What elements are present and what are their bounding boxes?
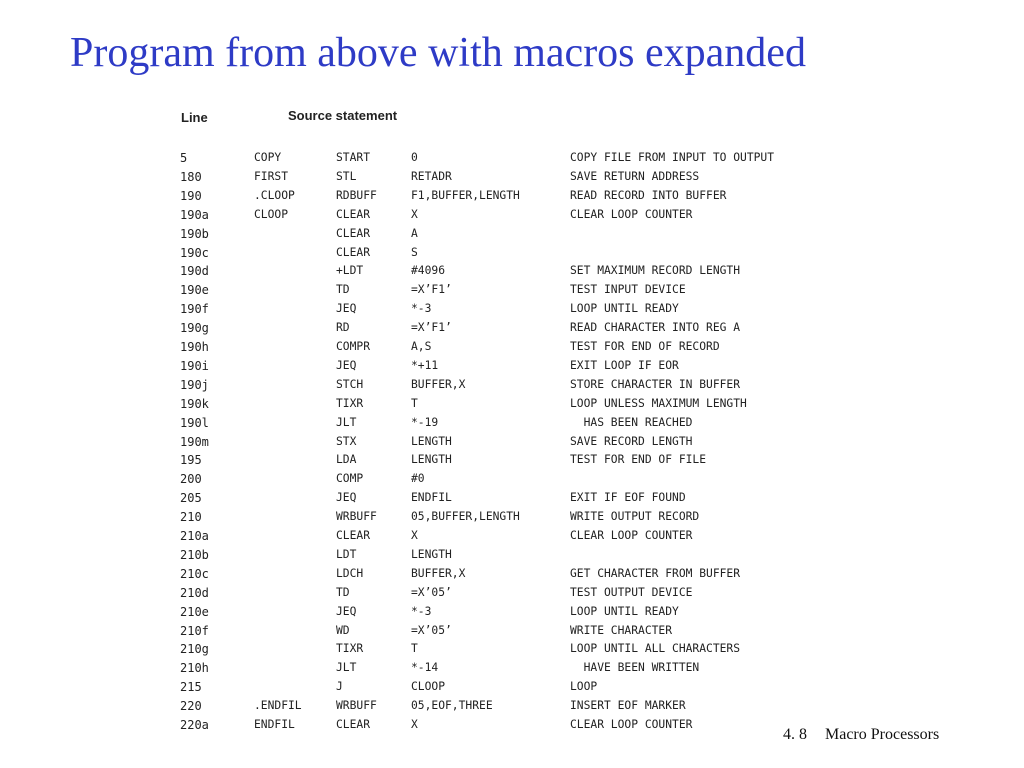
label: .CLOOP [254,188,295,202]
comment: WRITE OUTPUT RECORD [570,510,700,524]
operand: CLOOP [411,680,446,694]
comment: CLEAR LOOP COUNTER [570,207,693,221]
listing-row [178,225,838,243]
operand: #0 [411,472,425,486]
opcode: TIXR [336,642,364,656]
comment: TEST OUTPUT DEVICE [570,585,693,599]
operand: 0 [411,151,418,164]
comment: CLEAR LOOP COUNTER [570,718,693,731]
operand: 05,EOF,THREE [411,699,493,713]
line-number: 220 [180,699,202,714]
operand: T [411,396,418,410]
comment: EXIT IF EOF FOUND [570,491,686,505]
label: COPY [254,151,282,164]
listing-row [178,678,838,696]
opcode: JEQ [336,302,357,316]
opcode: TD [336,585,350,599]
listing-row [178,565,838,583]
listing-row [178,508,838,526]
comment: EXIT LOOP IF EOR [570,358,679,372]
listing-row [178,281,838,299]
line-number: 190e [180,283,209,298]
line-number: 210b [180,547,209,562]
listing-row [178,414,838,432]
comment: COPY FILE FROM INPUT TO OUTPUT [570,151,775,164]
line-number: 190 [180,188,202,203]
listing-row [178,527,838,545]
listing-row [178,376,838,394]
opcode: CLEAR [336,718,371,731]
comment: TEST FOR END OF FILE [570,453,707,467]
line-number: 220a [180,718,209,732]
operand: S [411,245,418,259]
line-number: 190b [180,226,209,241]
line-number: 210f [180,623,209,638]
listing-row [178,470,838,488]
opcode: LDT [336,547,357,561]
operand: *-3 [411,302,432,316]
listing-row [178,300,838,318]
slide-footer [783,726,939,744]
listing-row [178,395,838,413]
listing-row [178,149,838,167]
operand: 05,BUFFER,LENGTH [411,510,520,524]
line-number: 190c [180,245,209,260]
opcode: CLEAR [336,207,371,221]
operand: A [411,226,418,240]
comment: SAVE RECORD LENGTH [570,434,693,448]
line-number: 200 [180,472,202,487]
listing-row [178,584,838,602]
footer-subject: Macro Processors [825,726,940,743]
opcode: JLT [336,661,357,675]
listing-row [178,489,838,507]
line-number: 210e [180,604,209,619]
comment: LOOP UNTIL ALL CHARACTERS [570,642,741,656]
listing-row [178,319,838,337]
comment: LOOP UNLESS MAXIMUM LENGTH [570,396,747,410]
operand: *-19 [411,415,439,429]
opcode: CLEAR [336,226,371,240]
label: FIRST [254,169,289,183]
comment: SET MAXIMUM RECORD LENGTH [570,264,741,278]
listing-row [178,338,838,356]
opcode: LDA [336,453,357,467]
listing-row [178,244,838,262]
comment: HAVE BEEN WRITTEN [570,661,700,675]
opcode: STL [336,169,357,183]
opcode: RD [336,321,350,335]
comment: STORE CHARACTER IN BUFFER [570,377,741,391]
line-number: 210a [180,529,209,543]
listing-row [178,640,838,658]
operand: LENGTH [411,547,452,561]
listing-row [178,659,838,677]
opcode: JEQ [336,358,357,372]
listing-row [178,603,838,621]
listing-row [178,433,838,451]
comment: READ RECORD INTO BUFFER [570,188,727,202]
opcode: COMPR [336,340,371,353]
opcode: WRBUFF [336,510,377,524]
operand: BUFFER,X [411,377,466,391]
line-number: 210h [180,661,209,676]
opcode: CLEAR [336,529,371,542]
label: ENDFIL [254,718,295,731]
line-number: 205 [180,491,202,506]
label: CLOOP [254,207,289,221]
listing-row [178,546,838,564]
operand: =X’05’ [411,623,452,637]
operand: *+11 [411,358,439,372]
comment: READ CHARACTER INTO REG A [570,321,741,335]
opcode: J [336,680,343,694]
listing-row [178,697,838,715]
line-number: 190f [180,302,209,317]
line-number: 210 [180,510,202,525]
comment: TEST FOR END OF RECORD [570,340,720,353]
column-header-source-statement: Source statement [288,108,398,123]
opcode: COMP [336,472,364,486]
line-number: 190j [180,377,209,392]
opcode: CLEAR [336,245,371,259]
operand: #4096 [411,264,446,278]
comment: HAS BEEN REACHED [570,415,693,429]
operand: =X’F1’ [411,321,452,335]
line-number: 210g [180,642,209,657]
operand: RETADR [411,169,452,183]
listing-row [178,206,838,224]
label: .ENDFIL [254,699,302,713]
opcode: RDBUFF [336,188,377,202]
line-number: 210d [180,585,209,600]
operand: =X’F1’ [411,283,452,297]
operand: ENDFIL [411,491,452,505]
comment: LOOP UNTIL READY [570,604,679,618]
operand: X [411,718,418,731]
operand: =X’05’ [411,585,452,599]
operand: F1,BUFFER,LENGTH [411,188,520,202]
listing-row [178,451,838,469]
column-header-line: Line [181,110,208,125]
opcode: WRBUFF [336,699,377,713]
comment: INSERT EOF MARKER [570,699,686,713]
line-number: 190h [180,340,209,354]
listing-row [178,622,838,640]
operand: A,S [411,340,432,353]
comment: WRITE CHARACTER [570,623,673,637]
operand: LENGTH [411,434,452,448]
operand: X [411,529,418,542]
line-number: 190a [180,207,209,222]
listing-row [178,187,838,205]
listing-row [178,357,838,375]
comment: GET CHARACTER FROM BUFFER [570,566,741,580]
line-number: 190m [180,434,209,449]
line-number: 190g [180,321,209,336]
line-number: 190l [180,415,209,430]
opcode: START [336,151,371,164]
opcode: WD [336,623,350,637]
line-number: 190k [180,396,209,411]
slide-title: Program from above with macros expanded [70,30,806,76]
opcode: JEQ [336,604,357,618]
comment: LOOP [570,680,598,694]
opcode: JEQ [336,491,357,505]
line-number: 190d [180,264,209,279]
line-number: 195 [180,453,202,468]
comment: LOOP UNTIL READY [570,302,679,316]
operand: BUFFER,X [411,566,466,580]
listing-row [178,168,838,186]
listing-row [178,716,838,734]
opcode: STX [336,434,357,448]
operand: LENGTH [411,453,452,467]
opcode: TIXR [336,396,364,410]
listing-row [178,262,838,280]
line-number: 190i [180,358,209,373]
operand: *-14 [411,661,439,675]
line-number: 210c [180,566,209,581]
operand: *-3 [411,604,432,618]
operand: T [411,642,418,656]
opcode: JLT [336,415,357,429]
opcode: TD [336,283,350,297]
opcode: LDCH [336,566,364,580]
line-number: 180 [180,169,202,184]
comment: CLEAR LOOP COUNTER [570,529,693,542]
line-number: 215 [180,680,202,695]
comment: TEST INPUT DEVICE [570,283,686,297]
source-listing [178,100,838,740]
page-number: 4. 8 [783,726,807,743]
opcode: +LDT [336,264,364,278]
operand: X [411,207,418,221]
comment: SAVE RETURN ADDRESS [570,169,700,183]
opcode: STCH [336,377,364,391]
line-number: 5 [180,151,188,165]
